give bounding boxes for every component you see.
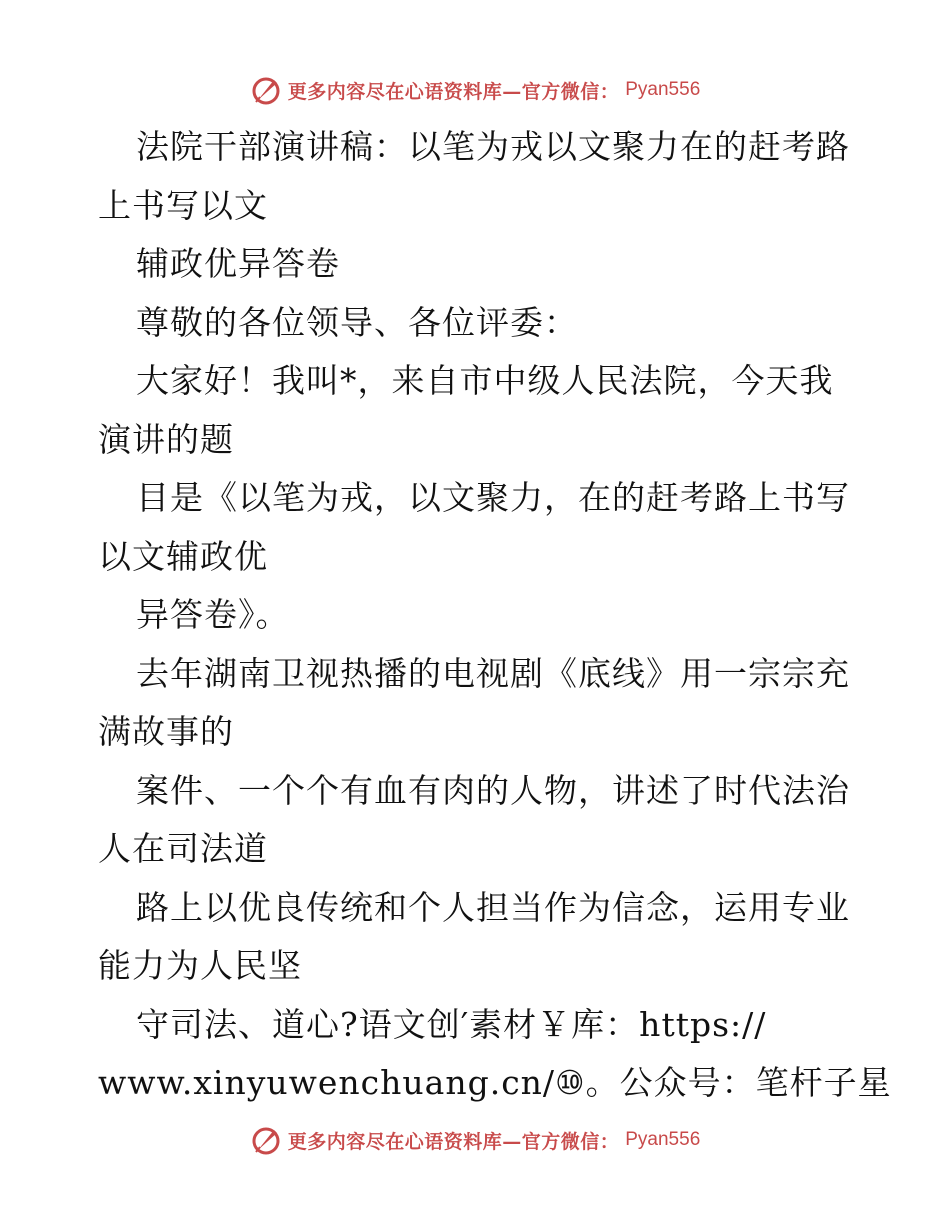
document-body — [98, 118, 892, 1113]
header-watermark-wechat: Pyan556 — [625, 79, 701, 100]
doc-line: 去年湖南卫视热播的电视剧《底线》用一宗宗充 — [136, 653, 850, 693]
footer-watermark — [0, 1120, 950, 1160]
header-watermark-inner — [250, 74, 701, 106]
doc-line: 以文辅政优 — [98, 536, 268, 576]
header-watermark — [0, 70, 950, 110]
doc-line: 能力为人民坚 — [98, 946, 302, 985]
quill-logo-icon — [250, 1124, 282, 1156]
doc-line: 满故事的 — [98, 712, 234, 751]
doc-line: 法院干部演讲稿：以笔为戎以文聚力在的赶考路 — [136, 127, 850, 166]
doc-line: 异答卷》。 — [136, 595, 290, 634]
doc-line: 上书写以文 — [98, 185, 268, 225]
footer-watermark-inner — [250, 1124, 701, 1156]
footer-watermark-text: 更多内容尽在心语资料库—官方微信： — [287, 1130, 620, 1153]
doc-line-url: 守司法、道心?语文创′素材￥库：https:// — [136, 1004, 767, 1044]
doc-line: 演讲的题 — [98, 419, 234, 459]
header-watermark-text: 更多内容尽在心语资料库—官方微信： — [287, 80, 620, 103]
quill-logo-icon — [250, 74, 282, 106]
doc-line: 大家好！我叫*，来自市中级人民法院，今天我 — [136, 361, 834, 400]
doc-line: 尊敬的各位领导、各位评委： — [136, 302, 578, 342]
doc-line: 路上以优良传统和个人担当作为信念，运用专业 — [136, 887, 850, 927]
doc-line: 目是《以笔为戎，以文聚力，在的赶考路上书写 — [136, 478, 850, 517]
doc-line: 人在司法道 — [98, 829, 268, 868]
doc-line: 案件、一个个有血有肉的人物，讲述了时代法治 — [136, 770, 850, 810]
footer-watermark-wechat: Pyan556 — [625, 1129, 701, 1150]
doc-line: 辅政优异答卷 — [136, 244, 340, 283]
doc-line-url-cont: www.xinyuwenchuang.cn/⑩。公众号：笔杆子星 — [98, 1063, 892, 1102]
